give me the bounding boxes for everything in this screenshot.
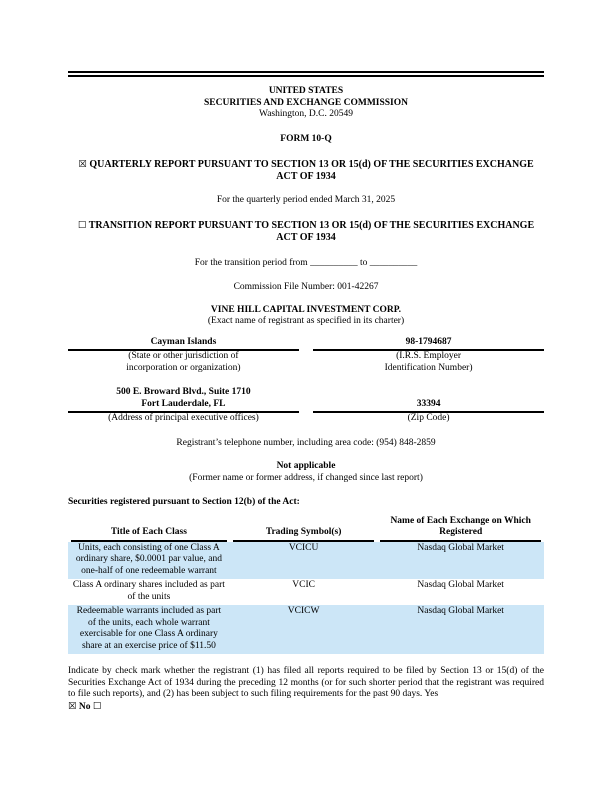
cell-title: Units, each consisting of one Class A ordinary share, $0.0001 par value, and one-half of one redeemable warrant <box>68 542 230 580</box>
cell-title: Redeemable warrants included as part of the units, each whole warrant exercisable for one Class A ordinary share at an exercise price of $11.50 <box>68 605 230 654</box>
cell-title: Class A ordinary shares included as part of the units <box>72 580 225 602</box>
quarterly-report-heading-text: QUARTERLY REPORT PURSUANT TO SECTION 13 OR 15(d) OF THE SECURITIES EXCHANGE ACT OF 1934 <box>89 159 534 182</box>
table-row-redeemable-warrants <box>68 605 544 654</box>
cell-symbol: VCICU <box>230 542 378 580</box>
address-value <box>68 387 299 413</box>
yes-no-answer-line <box>68 701 544 714</box>
jurisdiction-value: Cayman Islands <box>68 337 299 352</box>
cell-exchange: Nasdaq Global Market <box>377 605 544 654</box>
cell-symbol: VCICW <box>230 605 378 654</box>
yes-checkbox-checked-icon: ☒ <box>68 700 77 712</box>
securities-registered-heading: Securities registered pursuant to Section 12(b) of the Act: <box>68 497 300 507</box>
zip-column <box>313 387 544 425</box>
jurisdiction-irs-row <box>68 337 544 375</box>
address-line-1: 500 E. Broward Blvd., Suite 1710 <box>116 387 251 397</box>
header-united-states: UNITED STATES <box>268 86 344 96</box>
no-checkbox-unchecked-icon: ☐ <box>92 700 102 712</box>
quarterly-report-heading <box>68 159 544 183</box>
quarterly-period-line: For the quarterly period ended March 31, 2025 <box>216 195 396 205</box>
irs-number-value: 98-1794687 <box>313 337 544 352</box>
filing-requirements-paragraph: Indicate by check mark whether the registrant (1) has filed all reports required to be filed by Section 13 or 15(d) of the Securities Exchange Act of 1934 during the preceding 12 months (or for such shorter period that the registrant was required to file such reports), and (2) has been subject to such filing requirements for the past 90 days. Yes <box>68 666 544 699</box>
securities-table <box>68 516 544 655</box>
transition-report-heading <box>68 220 544 244</box>
registrant-phone-line: Registrant’s telephone number, including area code: (954) 848-2859 <box>176 437 436 448</box>
col-header-exchange-registered: Name of Each Exchange on Which Registered <box>380 516 541 542</box>
securities-table-header-row <box>68 516 544 542</box>
checkbox-checked-icon: ☒ <box>78 159 87 170</box>
transition-period-line: For the transition period from __________ to __________ <box>194 257 418 268</box>
registrant-name-caption: (Exact name of registrant as specified in its charter) <box>207 316 405 326</box>
jurisdiction-column <box>68 337 299 375</box>
cell-exchange: Nasdaq Global Market <box>417 580 504 590</box>
form-title: FORM 10-Q <box>280 133 332 144</box>
registrant-name: VINE HILL CAPITAL INVESTMENT CORP. <box>210 304 402 315</box>
former-name-caption: (Former name or former address, if changed since last report) <box>189 472 423 483</box>
jurisdiction-caption: (State or other jurisdiction of incorporation or organization) <box>126 351 241 373</box>
table-row-class-a-shares <box>68 579 544 605</box>
address-caption: (Address of principal executive offices) <box>108 413 259 423</box>
cell-symbol: VCIC <box>292 580 315 590</box>
irs-number-caption: (I.R.S. Employer Identification Number) <box>384 351 473 373</box>
zip-value: 33394 <box>313 399 544 414</box>
header-sec-commission: SECURITIES AND EXCHANGE COMMISSION <box>203 97 409 108</box>
address-column <box>68 387 299 425</box>
zip-caption: (Zip Code) <box>407 413 450 423</box>
top-double-rule <box>68 71 544 77</box>
col-header-trading-symbol: Trading Symbol(s) <box>233 527 375 542</box>
commission-file-number: Commission File Number: 001-42267 <box>233 282 379 292</box>
col-header-title-of-each-class: Title of Each Class <box>71 527 227 542</box>
former-name: Not applicable <box>276 461 336 471</box>
irs-number-column <box>313 337 544 375</box>
checkbox-unchecked-icon: ☐ <box>77 219 87 231</box>
address-line-2: Fort Lauderdale, FL <box>141 398 226 409</box>
transition-report-heading-text: TRANSITION REPORT PURSUANT TO SECTION 13 OR 15(d) OF THE SECURITIES EXCHANGE ACT OF 1934 <box>88 219 535 243</box>
address-zip-row <box>68 387 544 425</box>
header-washington: Washington, D.C. 20549 <box>259 109 353 119</box>
no-label: No <box>78 701 91 712</box>
table-row-units <box>68 542 544 580</box>
cell-exchange: Nasdaq Global Market <box>377 542 544 580</box>
